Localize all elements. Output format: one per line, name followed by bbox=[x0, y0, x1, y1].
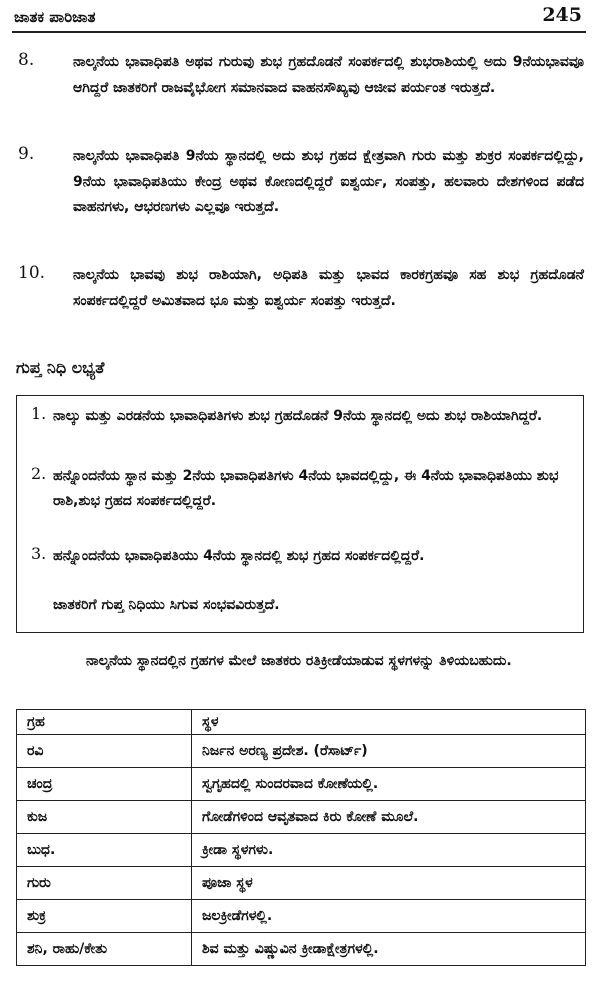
table-row bbox=[17, 900, 586, 933]
table-row bbox=[17, 933, 586, 966]
item-number: 10. bbox=[18, 263, 46, 283]
box-item-number: 3. bbox=[31, 544, 47, 563]
planet-cell: ಕುಜ bbox=[17, 801, 192, 834]
table-row bbox=[17, 735, 586, 768]
table-row bbox=[17, 834, 586, 867]
table-row bbox=[17, 801, 586, 834]
page-header bbox=[14, 4, 582, 30]
book-title: ಜಾತಕ ಪಾರಿಜಾತ bbox=[14, 8, 96, 26]
place-cell: ಕ್ರೀಡಾ ಸ್ಥಳಗಳು. bbox=[192, 834, 586, 867]
item-number: 8. bbox=[18, 50, 35, 70]
box-item-text: ಹನ್ನೊಂದನೆಯ ಭಾವಾಧಿಪತಿಯು 4ನೆಯ ಸ್ಥಾನದಲ್ಲಿ ಶುಭ ಗ್ರಹದ ಸಂಪರ್ಕದಲ್ಲಿದ್ದರೆ. bbox=[53, 548, 425, 564]
table-header-row bbox=[17, 710, 586, 735]
header-divider bbox=[12, 31, 586, 33]
conditions-box bbox=[16, 395, 584, 633]
planet-cell: ರವಿ bbox=[17, 735, 192, 768]
planet-cell: ಗುರು bbox=[17, 867, 192, 900]
item-text: ನಾಲ್ಕನೆಯ ಭಾವಾಧಿಪತಿ 9ನೆಯ ಸ್ಥಾನದಲ್ಲಿ ಅದು ಶುಭ ಗ್ರಹದ ಕ್ಷೇತ್ರವಾಗಿ ಗುರು ಮತ್ತು ಶುಕ್ರರ ಸಂಪರ್ಕದಲ್ಲಿದ್ದು, 9ನೆಯ ಭಾವಾಧಿಪತಿಯು ಕೇಂದ್ರ ಅಥವ ಕೋಣದಲ್ಲಿದ್ದರೆ ಐಶ್ವರ್ಯ, ಸಂಪತ್ತು, ಹಲವಾರು ದೇಶಗಳಿಂದ ಪಡೆದ ವಾಹನಗಳು, ಆಭರಣಗಳು ಎಲ್ಲವೂ ಇರುತ್ತದೆ. bbox=[73, 148, 584, 215]
item-text: ನಾಲ್ಕನೆಯ ಭಾವಾಧಿಪತಿ ಅಥವ ಗುರುವು ಶುಭ ಗ್ರಹದೊಡನೆ ಸಂಪರ್ಕದಲ್ಲಿ ಶುಭರಾಶಿಯಲ್ಲಿ ಅದು 9ನೆಯಭಾವವೂ ಆಗಿದ್ದರೆ ಜಾತಕರಿಗೆ ರಾಜವೈಭೋಗ ಸಮಾನವಾದ ವಾಹನಸೌಖ್ಯವು ಆಜೀವ ಪರ್ಯಂತ ಇರುತ್ತದೆ. bbox=[73, 54, 584, 96]
place-cell: ಶಿವ ಮತ್ತು ವಿಷ್ಣುವಿನ ಕ್ರೀಡಾಕ್ಷೇತ್ರಗಳಲ್ಲಿ. bbox=[192, 933, 586, 966]
list-item bbox=[18, 50, 584, 101]
box-list-item bbox=[31, 544, 573, 569]
planet-cell: ಬುಧ. bbox=[17, 834, 192, 867]
box-list-item bbox=[31, 464, 573, 514]
place-cell: ಜಲಕ್ರೀಡೆಗಳಲ್ಲಿ. bbox=[192, 900, 586, 933]
box-list-item bbox=[31, 404, 573, 429]
planet-cell: ಚಂದ್ರ bbox=[17, 768, 192, 801]
box-conclusion: ಜಾತಕರಿಗೆ ಗುಪ್ತ ನಿಧಿಯು ಸಿಗುವ ಸಂಭವವಿರುತ್ತದೆ. bbox=[53, 597, 280, 613]
place-cell: ಸ್ವಗೃಹದಲ್ಲಿ ಸುಂದರವಾದ ಕೋಣೆಯಲ್ಲಿ. bbox=[192, 768, 586, 801]
list-item bbox=[18, 263, 584, 314]
column-header-planet: ಗ್ರಹ bbox=[17, 710, 192, 735]
box-item-number: 1. bbox=[31, 404, 47, 423]
planet-cell: ಶನಿ, ರಾಹು/ಕೇತು bbox=[17, 933, 192, 966]
box-item-text: ಹನ್ನೊಂದನೆಯ ಸ್ಥಾನ ಮತ್ತು 2ನೆಯ ಭಾವಾಧಿಪತಿಗಳು 4ನೆಯ ಭಾವದಲ್ಲಿದ್ದು, ಈ 4ನೆಯ ಭಾವಾಧಿಪತಿಯು ಶುಭ ರಾಶಿ,ಶುಭ ಗ್ರಹದ ಸಂಪರ್ಕದಲ್ಲಿದ್ದರೆ. bbox=[53, 468, 559, 509]
column-header-place: ಸ್ಥಳ bbox=[192, 710, 586, 735]
item-number: 9. bbox=[18, 144, 35, 164]
place-cell: ಪೂಜಾ ಸ್ಥಳ bbox=[192, 867, 586, 900]
item-text: ನಾಲ್ಕನೆಯ ಭಾವವು ಶುಭ ರಾಶಿಯಾಗಿ, ಅಧಿಪತಿ ಮತ್ತು ಭಾವದ ಕಾರಕಗ್ರಹವೂ ಸಹ ಶುಭ ಗ್ರಹದೊಡನೆ ಸಂಪರ್ಕದಲ್ಲಿದ್ದರೆ ಅಮಿತವಾದ ಭೂ ಮತ್ತು ಐಶ್ವರ್ಯ ಸಂಪತ್ತು ಇರುತ್ತದೆ. bbox=[73, 267, 584, 309]
place-cell: ಗೋಡೆಗಳಿಂದ ಆವೃತವಾದ ಕಿರು ಕೋಣೆ ಮೂಲೆ. bbox=[192, 801, 586, 834]
box-item-number: 2. bbox=[31, 464, 47, 483]
box-item-text: ನಾಲ್ಕು ಮತ್ತು ಎರಡನೆಯ ಭಾವಾಧಿಪತಿಗಳು ಶುಭ ಗ್ರಹದೊಡನೆ 9ನೆಯ ಸ್ಥಾನದಲ್ಲಿ ಅದು ಶುಭ ರಾಶಿಯಾಗಿದ್ದರೆ. bbox=[53, 408, 543, 424]
list-item bbox=[18, 144, 584, 221]
table-row bbox=[17, 768, 586, 801]
planet-places-table bbox=[16, 709, 586, 966]
table-row bbox=[17, 867, 586, 900]
place-cell: ನಿರ್ಜನ ಅರಣ್ಯ ಪ್ರದೇಶ. (ರೆಸಾರ್ಟ್) bbox=[192, 735, 586, 768]
page-number: 245 bbox=[542, 4, 582, 26]
section-heading: ಗುಪ್ತ ನಿಧಿ ಲಭ್ಯತೆ bbox=[16, 358, 105, 377]
intro-paragraph: ನಾಲ್ಕನೆಯ ಸ್ಥಾನದಲ್ಲಿನ ಗ್ರಹಗಳ ಮೇಲೆ ಜಾತಕರು ರತಿಕ್ರೀಡೆಯಾಡುವ ಸ್ಥಳಗಳನ್ನು ತಿಳಿಯಬಹುದು. bbox=[86, 653, 512, 669]
planet-cell: ಶುಕ್ರ bbox=[17, 900, 192, 933]
